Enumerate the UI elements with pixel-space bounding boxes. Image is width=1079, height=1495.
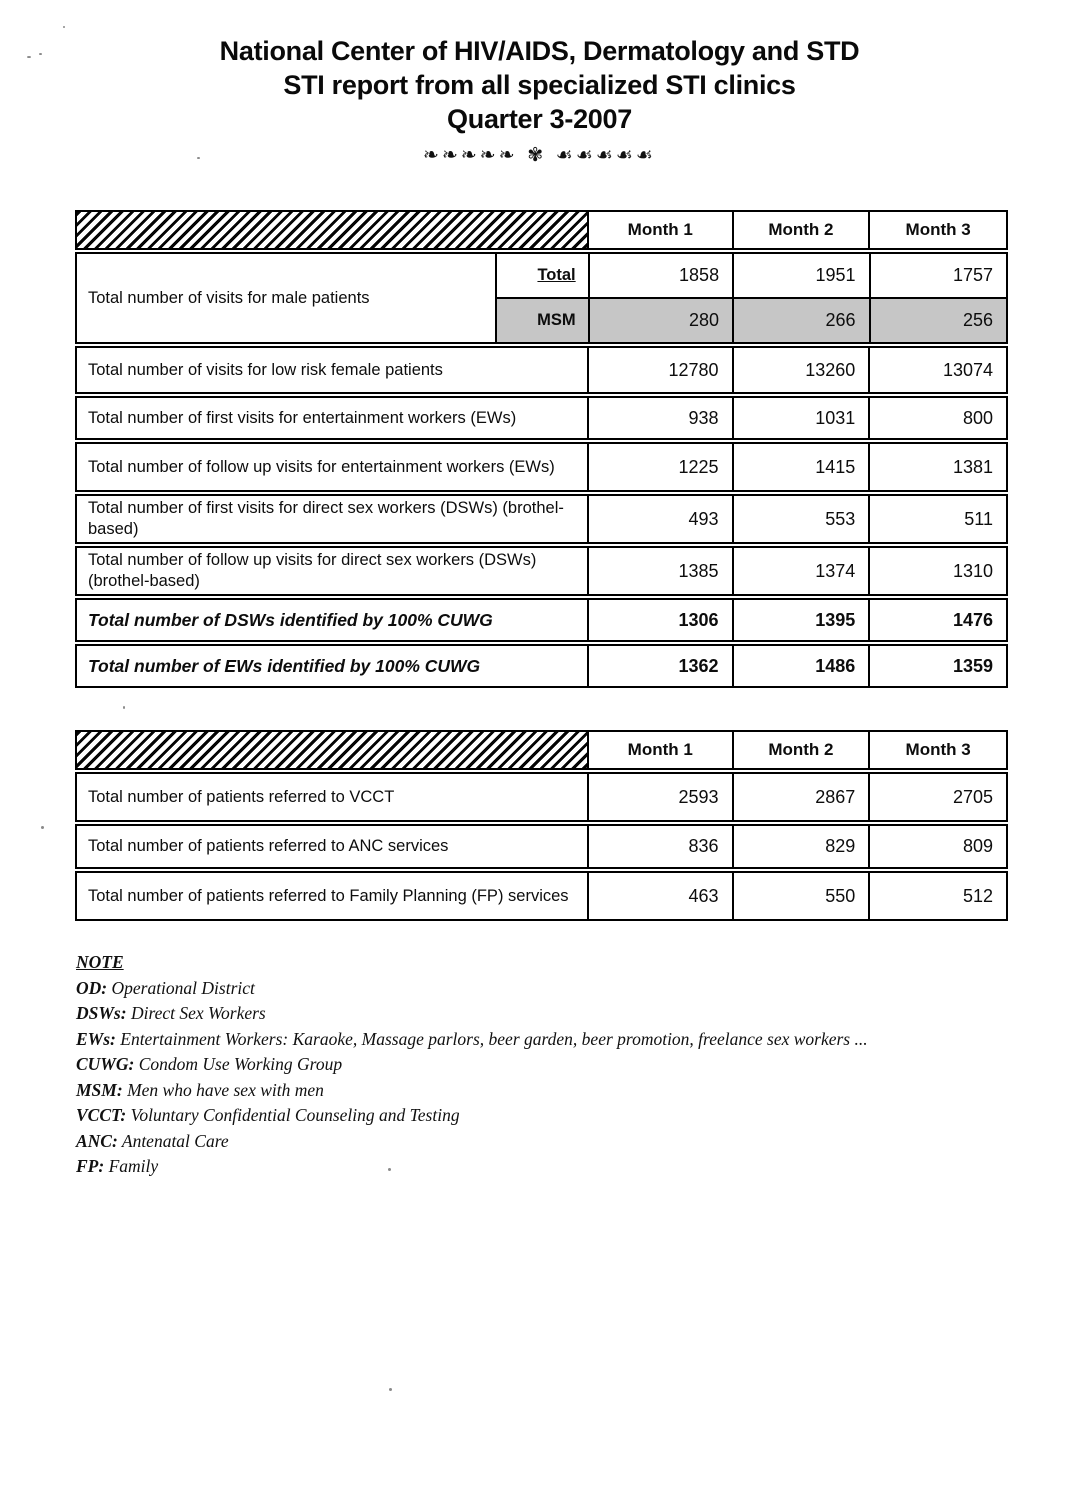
scan-speck — [197, 157, 200, 159]
value-month-2: 13260 — [732, 348, 869, 392]
row-label: Total number of follow up visits for entertainment workers (EWs) — [88, 457, 555, 476]
value-month-3: 13074 — [868, 348, 1006, 392]
value-month-1: 1362 — [587, 646, 732, 686]
msm-sublabel: MSM — [537, 311, 576, 329]
male-total-subrow — [497, 254, 1006, 297]
visits-table-header-row — [75, 210, 1008, 250]
value-month-3: 1476 — [868, 600, 1006, 640]
note-abbr: FP: — [76, 1156, 105, 1176]
dsw-followup-visits-row — [75, 546, 1008, 596]
fp-referrals-row — [75, 871, 1008, 921]
ew-cuwg-total-row — [75, 644, 1008, 688]
scan-speck — [27, 56, 31, 58]
note-abbr: EWs: — [76, 1028, 116, 1049]
value-month-3: 512 — [868, 873, 1006, 919]
month-2-header: Month 2 — [732, 732, 869, 768]
vcct-referrals-row — [75, 772, 1008, 822]
note-text: Antenatal Care — [121, 1130, 229, 1151]
row-label: Total number of DSWs identified by 100% CUWG — [88, 609, 493, 630]
note-od — [76, 976, 956, 1002]
referrals-table-header-row — [75, 730, 1008, 770]
value-month-2: 1395 — [732, 600, 869, 640]
value-month-1: 1385 — [587, 548, 732, 594]
male-patients-row — [75, 252, 1008, 344]
male-msm-subrow — [497, 297, 1006, 342]
note-text: Family — [108, 1156, 159, 1176]
scan-speck — [41, 826, 44, 829]
note-text: Operational District — [111, 977, 255, 998]
note-vcct — [76, 1103, 956, 1129]
dsw-cuwg-total-row — [75, 598, 1008, 642]
value-month-1: 938 — [587, 398, 732, 438]
note-abbr: VCCT: — [76, 1105, 127, 1125]
male-patients-subtable — [495, 254, 1006, 342]
row-label: Total number of visits for low risk female patients — [88, 360, 443, 379]
value-month-1: 1306 — [587, 600, 732, 640]
value-month-3: 809 — [868, 826, 1006, 867]
ew-followup-visits-row — [75, 442, 1008, 492]
report-header — [0, 34, 1079, 166]
notes-section — [76, 950, 956, 1180]
value-month-2: 2867 — [732, 774, 869, 820]
visits-table — [75, 210, 1008, 690]
value-month-3: 1310 — [868, 548, 1006, 594]
month-3-header: Month 3 — [868, 732, 1006, 768]
value-month-3: 1757 — [869, 254, 1006, 297]
value-month-2: 1415 — [732, 444, 869, 490]
note-text: Entertainment Workers: Karaoke, Massage parlors, beer garden, beer promotion, freelance sex workers ... — [120, 1028, 868, 1049]
note-abbr: MSM: — [76, 1079, 123, 1100]
row-label: Total number of patients referred to Family Planning (FP) services — [88, 886, 569, 905]
anc-referrals-row — [75, 824, 1008, 869]
value-month-1: 1858 — [588, 254, 732, 297]
value-month-3: 2705 — [868, 774, 1006, 820]
value-month-2: 550 — [732, 873, 869, 919]
value-month-2: 1374 — [732, 548, 869, 594]
value-month-2: 1486 — [732, 646, 869, 686]
scan-speck — [123, 706, 125, 709]
month-1-header: Month 1 — [587, 212, 732, 248]
row-label: Total number of visits for male patients — [88, 288, 370, 307]
value-month-2: 553 — [732, 496, 869, 542]
row-label: Total number of EWs identified by 100% CUWG — [88, 655, 481, 676]
female-patients-row — [75, 346, 1008, 394]
month-1-header: Month 1 — [587, 732, 732, 768]
value-month-3: 1381 — [868, 444, 1006, 490]
note-abbr: DSWs: — [76, 1003, 127, 1023]
scan-speck — [63, 26, 65, 28]
value-month-3: 511 — [868, 496, 1006, 542]
value-month-1: 493 — [587, 496, 732, 542]
row-label: Total number of first visits for entertainment workers (EWs) — [88, 408, 517, 427]
note-anc — [76, 1129, 956, 1155]
scan-speck — [388, 1168, 391, 1171]
value-month-2: 829 — [732, 826, 869, 867]
notes-heading: NOTE — [76, 952, 124, 972]
value-month-3: 800 — [868, 398, 1006, 438]
hatched-header-cell — [77, 732, 587, 768]
note-text: Condom Use Working Group — [138, 1054, 343, 1074]
ornament-divider: ❧❧❧❧❧ ✾ ☙☙☙☙☙ — [423, 144, 656, 166]
value-month-2: 1031 — [732, 398, 869, 438]
month-2-header: Month 2 — [732, 212, 869, 248]
scan-speck — [389, 1388, 392, 1391]
value-month-3: 1359 — [868, 646, 1006, 686]
month-3-header: Month 3 — [868, 212, 1006, 248]
value-month-2: 1951 — [732, 254, 868, 297]
value-month-1: 1225 — [587, 444, 732, 490]
note-ews — [76, 1027, 956, 1053]
hatched-header-cell — [77, 212, 587, 248]
row-label: Total number of follow up visits for direct sex workers (DSWs) (brothel-based) — [88, 551, 537, 590]
value-month-1: 2593 — [587, 774, 732, 820]
value-month-1: 836 — [587, 826, 732, 867]
value-month-1: 463 — [587, 873, 732, 919]
note-dsws — [76, 1001, 956, 1027]
value-month-2: 266 — [732, 299, 868, 342]
row-label: Total number of patients referred to VCCT — [88, 787, 395, 806]
row-label: Total number of patients referred to ANC services — [88, 837, 449, 855]
note-cuwg — [76, 1052, 956, 1078]
dsw-first-visits-row — [75, 494, 1008, 544]
note-abbr: ANC: — [76, 1130, 118, 1151]
referrals-table — [75, 730, 1008, 923]
note-msm — [76, 1078, 956, 1104]
report-title-line-2: STI report from all specialized STI clinics — [283, 70, 796, 100]
note-text: Direct Sex Workers — [130, 1003, 266, 1023]
value-month-1: 12780 — [587, 348, 732, 392]
report-title-line-1: National Center of HIV/AIDS, Dermatology and STD — [219, 36, 860, 66]
report-title-line-3: Quarter 3-2007 — [447, 104, 632, 134]
row-label: Total number of first visits for direct sex workers (DSWs) (brothel-based) — [88, 499, 564, 538]
scan-speck — [39, 53, 42, 55]
ew-first-visits-row — [75, 396, 1008, 440]
value-month-3: 256 — [869, 299, 1006, 342]
total-sublabel: Total — [537, 266, 576, 284]
note-text: Men who have sex with men — [127, 1079, 324, 1100]
note-abbr: OD: — [76, 977, 108, 998]
value-month-1: 280 — [588, 299, 732, 342]
note-abbr: CUWG: — [76, 1054, 135, 1074]
note-fp — [76, 1154, 956, 1180]
note-text: Voluntary Confidential Counseling and Testing — [130, 1105, 460, 1125]
